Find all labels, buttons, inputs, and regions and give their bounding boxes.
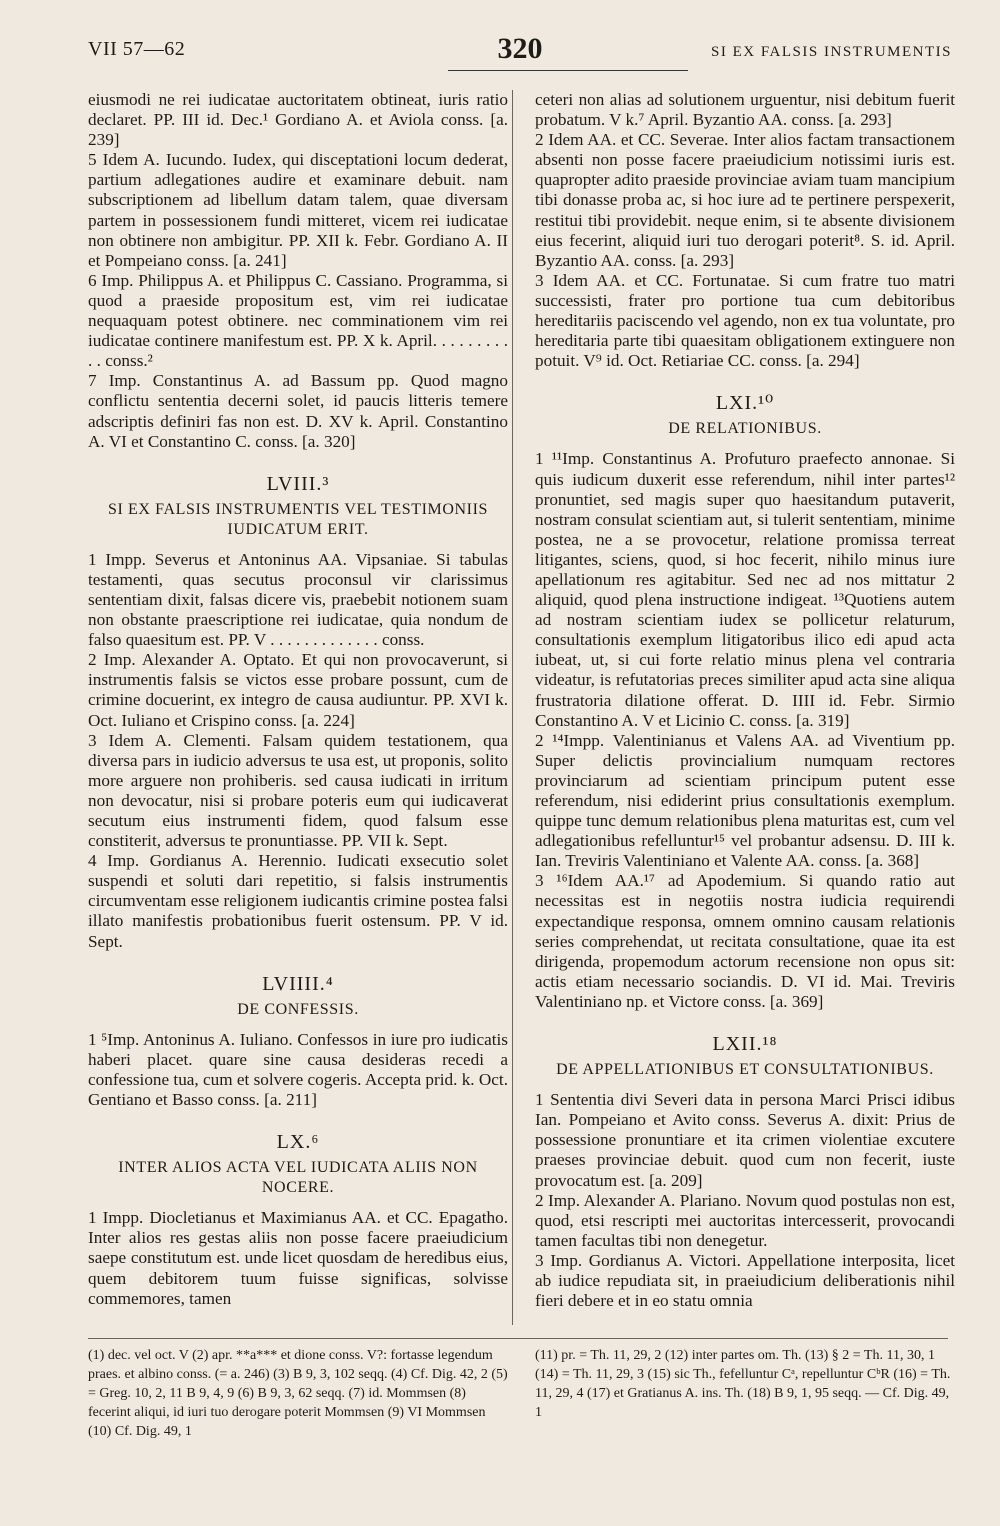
law-58-3: 3 Idem A. Clementi. Falsam quidem testationem, qua diversa pars in iudicio adversus te usa est, ut proponis, solito more arguere non prohiberis. sed causa iudicati in irritum non devocatur, nisi si probare poteris eum qui iudicaverat secutum eius instrumenti fidem, quod falsum esse constiterit, adversus te pronuntiasse. PP. VII k. Sept. (88, 730, 508, 851)
left-intro-paragraph: eiusmodi ne rei iudicatae auctoritatem obtineat, iuris ratio declaret. PP. III id. Dec.¹ Gordiano A. et Aviola conss. [a. 239] (88, 90, 508, 150)
section-61-number: LXI.¹⁰ (715, 392, 775, 415)
law-62-3: 3 Imp. Gordianus A. Victori. Appellatione interposita, licet ab iudice repudiata sit, in praeiudicium deliberationis nihil fieri debere et in eo statu omnia (535, 1250, 955, 1311)
section-60-title: INTER ALIOS ACTA VEL IUDICATA ALIIS NON NOCERE. (118, 1159, 478, 1197)
section-62-number: LXII.¹⁸ (712, 1033, 778, 1056)
column-divider (512, 90, 513, 1325)
footnotes-right: (11) pr. = Th. 11, 29, 2 (12) inter partes om. Th. (13) § 2 = Th. 11, 30, 1 (14) = Th. 11, 29, 3 (15) sic Th., fefelluntur Cᵃ, repelluntur CᵇR (16) = Th. 11, 29, 4 (17) et Gratianus A. ins. Th. (18) B 9, 1, 95 seqq. — Cf. Dig. 49, 1 (535, 1348, 951, 1420)
section-60-heading (88, 1132, 508, 1198)
law-60-2: 2 Idem AA. et CC. Severae. Inter alios factam transactionem absenti non posse facere praeiudicium notissimi iuris est. quapropter adito praeside provinciae aviam tuam mancipium tibi donasse proba ac, si hoc iure ad te pertinere perspexerit, restitui tibi providebit. neque enim, si te absente divisionem eius fecerint, aliquid iuri tuo derogari poterit⁸. S. id. April. Byzantio AA. conss. [a. 293] (535, 130, 955, 270)
header-right-title: SI EX FALSIS INSTRUMENTIS (711, 44, 952, 60)
section-60-number: LX.⁶ (276, 1131, 320, 1154)
section-62-heading (535, 1034, 955, 1080)
page-number: 320 (497, 32, 543, 65)
law-57-5: 5 Idem A. Iucundo. Iudex, qui disceptationi locum dederat, partium adlegationes audire et examinare debuit. nam subscriptionem ad libellum datam talem, quae diversam partem in possessionem fundi mitteret, vicem rei iudicatae non obtinere non ambigitur. PP. XII k. Febr. Gordiano A. II et Pompeiano conss. [a. 241] (88, 150, 508, 270)
section-59-title: DE CONFESSIS. (237, 1000, 359, 1018)
header-left-reference: VII 57—62 (88, 38, 186, 60)
law-59-1: 1 ⁵Imp. Antoninus A. Iuliano. Confessos in iure pro iudicatis haberi placet. quare sine causa desideras recedi a confessione tua, cum et solvere cogeris. Accepta prid. k. Oct. Gentiano et Basso conss. [a. 211] (88, 1029, 508, 1110)
section-61-heading (535, 393, 955, 439)
law-61-1: 1 ¹¹Imp. Constantinus A. Profuturo praefecto annonae. Si quis iudicum duxerit esse referendum, nihil inter partes¹² pronuntiet, sed magis super quo haesitandum putaverit, nostram consulat scientiam aut, si tulerit sententiam, minime postea, ne a se provocetur, relatione promissa terreat litigantes, sciens, quod, si hoc fecerit, nihilo minus iure apellationum res agitabitur. Sed nec ad nos mittatur 2 aliquid, quod plena instructione indigeat. ¹³Quotiens autem ad nostram scientiam iudex se pollicetur relaturum, consultationis exemplum litigatoribus ilico edi apud acta iubeat, ut, si cui forte relatio minus plena vel contraria videatur, is refutatorias preces similiter apud acta sine aliqua frustratoria dilatione offerat. D. IIII id. Febr. Sirmio Constantino A. V et Licinio C. conss. [a. 319] (535, 449, 955, 730)
running-header (88, 32, 952, 72)
right-column (535, 90, 955, 1311)
section-58-number: LVIII.³ (266, 472, 330, 495)
law-62-2: 2 Imp. Alexander A. Plariano. Novum quod postulas non est, quod, etsi rescripti mei auctoritas intercesserit, provocandi tamen facultas tibi non denegetur. (535, 1190, 955, 1250)
law-57-7: 7 Imp. Constantinus A. ad Bassum pp. Quod magno conflictu sententia decerni solet, id paucis litteris temere adscriptis definiri fas non est. D. XV k. April. Constantino A. VI et Constantino C. conss. [a. 320] (88, 371, 508, 451)
section-59-number: LVIIII.⁴ (262, 972, 334, 995)
left-column (88, 90, 508, 1309)
section-62-title: DE APPELLATIONIBUS ET CONSULTATIONIBUS. (556, 1061, 934, 1079)
law-58-1: 1 Impp. Severus et Antoninus AA. Vipsaniae. Si tabulas testamenti, quas secutus proconsul vir clarissimus sententiam dixit, falsas dicere vis, praebebit notionem suam non obstante praescriptione rei iudicatae, quia nondum de falso quaesitum est. PP. V . . . . . . . . . . . . . conss. (88, 549, 508, 650)
law-58-2: 2 Imp. Alexander A. Optato. Et qui non provocaverunt, si instrumentis falsis se victos esse probare possunt, cum de crimine docuerint, ex integro de causa audiuntur. PP. XVI k. Oct. Iuliano et Crispino conss. [a. 224] (88, 650, 508, 730)
law-61-3: 3 ¹⁶Idem AA.¹⁷ ad Apodemium. Si quando ratio aut necessitas est in negotiis nostra iudicia requirendi expectandique responsa, omnem omnino causam relationis series comprehendat, ut recitata consultatione, quae ita est dirigenda, propemodum actorum recensione non opus sit: actis etiam necessario sociandis. D. VI id. Mai. Treviris Valentiniano np. et Victore conss. [a. 369] (535, 871, 955, 1011)
header-rule (448, 70, 688, 71)
law-60-1: 1 Impp. Diocletianus et Maximianus AA. et CC. Epagatho. Inter alios res gestas aliis non posse facere praeiudicium saepe constitutum est. unde licet quosdam de heredibus eius, quem debitorem tuum fuisse significas, solvisse commemores, tamen (88, 1208, 508, 1308)
section-58-heading (88, 474, 508, 540)
law-57-6: 6 Imp. Philippus A. et Philippus C. Cassiano. Programma, si quod a praeside propositum est, vim rei iudicatae nequaquam potest obtinere. nec comminationem vim rei iudicatae continere manifestum est. PP. X k. April. . . . . . . . . . . conss.² (88, 270, 508, 371)
section-61-title: DE RELATIONIBUS. (668, 420, 822, 438)
footnotes-left: (1) dec. vel oct. V (2) apr. **a*** et dione conss. V?: fortasse legendum praes. et albino conss. (= a. 246) (3) B 9, 3, 102 seqq. (4) Cf. Dig. 42, 2 (5) = Greg. 10, 2, 11 B 9, 4, 9 (6) B 9, 3, 62 seqq. (7) id. Mommsen (8) fecerint aliqui, id iuri tuo derogare poterit Mommsen (9) VI Mommsen (10) Cf. Dig. 49, 1 (88, 1348, 508, 1439)
law-58-4: 4 Imp. Gordianus A. Herennio. Iudicati exsecutio solet suspendi et soluti dari repetitio, si falsis instrumentis circumventam esse religionem iudicantis crimine postea falsi illato manifestis probationibus fuerit ostensum. PP. V id. Sept. (88, 851, 509, 951)
law-62-1: 1 Sententia divi Severi data in persona Marci Prisci idibus Ian. Pompeiano et Avito conss. Severus A. dixit: Prius de possessione pronuntiare et ita crimen violentiae excutere praeses provinciae debuit. quod cum non fecerit, iuste provocatum est. [a. 209] (535, 1090, 955, 1190)
law-61-2: 2 ¹⁴Impp. Valentinianus et Valens AA. ad Viventium pp. Super delictis provincialium numquam rectores provinciarum ad scientiam principum putent esse referendum, nisi ediderint prius consultationis exemplum. quippe tunc demum relationibus plena maturitas est, cum vel adlegationibus refelluntur¹⁵ vel probantur adsensu. D. III k. Ian. Treviris Valentiniano et Valente AA. conss. [a. 368] (535, 730, 955, 871)
right-intro-paragraph: ceteri non alias ad solutionem urguentur, nisi debitum fuerit probatum. V k.⁷ April. Byzantio AA. conss. [a. 293] (535, 90, 955, 130)
footnote-rule (88, 1338, 948, 1339)
section-58-title: SI EX FALSIS INSTRUMENTIS VEL TESTIMONIIS IUDICATUM ERIT. (107, 500, 489, 538)
law-60-3: 3 Idem AA. et CC. Fortunatae. Si cum fratre tuo matri successisti, frater pro portione tua cum debitoribus hereditariis paciscendo vel agendo, non ex tua voluntate, pro hereditaria parte tibi quaesitam obligationem extinguere non potuit. V⁹ id. Oct. Retiariae CC. conss. [a. 294] (535, 270, 955, 371)
section-59-heading (88, 974, 508, 1020)
